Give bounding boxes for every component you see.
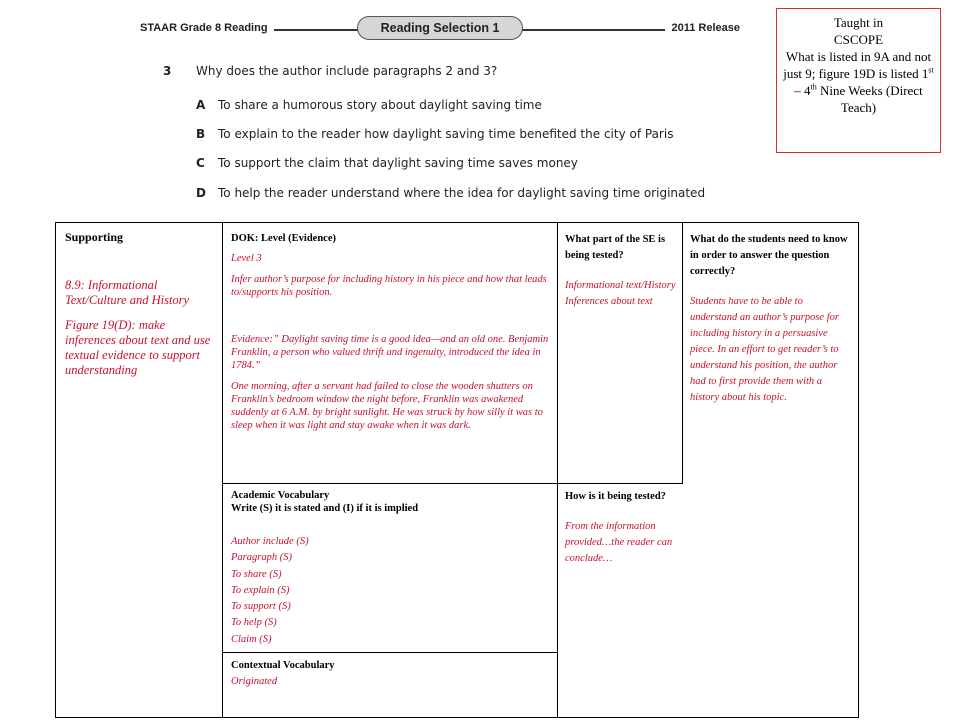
- standard-heading: Supporting: [65, 230, 124, 244]
- figure-text: Figure 19(D): make inferences about text and use textual evidence to support understanding: [65, 318, 211, 377]
- vocab-item: To share (S): [231, 568, 282, 580]
- contextual-vocab-cell: [231, 658, 549, 690]
- student-knowledge-answer: Students have to be able to understand an author’s purpose for including history in a persuasive piece. In an effort to get reader’s to understand his position, the author had to first provide them with a history about his topic.: [690, 296, 839, 403]
- row-divider-2: [222, 652, 558, 653]
- taught-detail: [781, 48, 936, 116]
- academic-vocab-list: [231, 534, 549, 648]
- table-border-top: [55, 222, 859, 223]
- academic-vocab-cell: [231, 489, 549, 648]
- se-tested-heading: What part of the SE is being tested?: [565, 234, 666, 261]
- vocab-item: Paragraph (S): [231, 552, 292, 564]
- se-tested-cell: [565, 232, 677, 310]
- taught-line-1: Taught in: [833, 15, 884, 30]
- vocab-item: To help (S): [231, 617, 277, 629]
- taught-sup-1: st: [928, 65, 934, 75]
- table-border-left: [55, 222, 56, 718]
- contextual-vocab-word: Originated: [231, 676, 278, 687]
- option-a-letter: A: [196, 98, 206, 112]
- dok-infer: Infer author’s purpose for including history in his piece and how that leads to/supports his position.: [231, 274, 547, 298]
- taught-line-2: CSCOPE: [833, 32, 884, 47]
- dok-heading: DOK: Level (Evidence): [231, 233, 336, 244]
- standard-text: 8.9: Informational Text/Culture and History: [65, 278, 190, 307]
- col-divider-1: [222, 222, 223, 718]
- vocab-item: Claim (S): [231, 633, 272, 645]
- row-divider-1: [222, 483, 683, 484]
- standard-cell: [65, 231, 215, 388]
- taught-sup-2: th: [810, 82, 817, 92]
- selection-badge: Reading Selection 1: [357, 16, 523, 40]
- academic-vocab-heading: Academic Vocabulary: [231, 490, 330, 501]
- taught-line-4: – 4: [794, 83, 811, 98]
- dok-evidence-2: One morning, after a servant had failed to close the wooden shutters on Franklin’s bedroom window the night before, Franklin was awakened suddenly at 6 A.M. by bright sunlight. He was struck by how silly it was to sleep when it was light and stay awake when it was dark.: [231, 381, 543, 431]
- dok-level: Level 3: [231, 253, 262, 264]
- option-a-text: To share a humorous story about daylight saving time: [218, 98, 542, 112]
- vocab-item: To explain (S): [231, 584, 290, 596]
- option-c-text: To support the claim that daylight saving time saves money: [218, 156, 578, 170]
- col-divider-3: [682, 222, 683, 483]
- analysis-table: [55, 222, 859, 718]
- table-border-bottom: [55, 717, 859, 718]
- taught-line-3: What is listed in 9A and not just 9; figure 19D is listed 1: [783, 49, 932, 81]
- release-year: 2011 Release: [665, 22, 740, 34]
- test-name: STAAR Grade 8 Reading: [140, 22, 274, 34]
- vocab-item: To support (S): [231, 601, 291, 613]
- table-border-right: [858, 222, 859, 718]
- option-d-letter: D: [196, 186, 206, 200]
- student-knowledge-cell: [690, 232, 852, 406]
- staar-header-bar: [140, 20, 740, 40]
- how-tested-heading: How is it being tested?: [565, 491, 666, 502]
- academic-vocab-instructions: Write (S) it is stated and (I) if it is implied: [231, 503, 419, 514]
- student-knowledge-heading: What do the students need to know in order to answer the question correctly?: [690, 234, 848, 277]
- how-tested-cell: [565, 489, 677, 567]
- question-text: Why does the author include paragraphs 2 and 3?: [196, 64, 498, 78]
- dok-cell: [231, 232, 549, 432]
- option-c-letter: C: [196, 156, 205, 170]
- question-number: 3: [163, 64, 172, 78]
- col-divider-2: [557, 222, 558, 718]
- option-d-text: To help the reader understand where the idea for daylight saving time originated: [218, 186, 706, 200]
- taught-in-note: [776, 8, 941, 153]
- taught-line-5: Nine Weeks (Direct Teach): [816, 83, 923, 115]
- se-tested-answer: Informational text/History Inferences about text: [565, 280, 676, 307]
- vocab-item: Author include (S): [231, 536, 309, 547]
- how-tested-answer: From the information provided…the reader can conclude…: [565, 521, 673, 564]
- dok-evidence-1: Evidence:” Daylight saving time is a good idea—and an old one. Benjamin Franklin, a person who valued thrift and ingenuity, introduced the idea in 1784.”: [231, 334, 549, 371]
- contextual-vocab-heading: Contextual Vocabulary: [231, 660, 335, 671]
- option-b-text: To explain to the reader how daylight saving time benefited the city of Paris: [218, 127, 674, 141]
- option-b-letter: B: [196, 127, 206, 141]
